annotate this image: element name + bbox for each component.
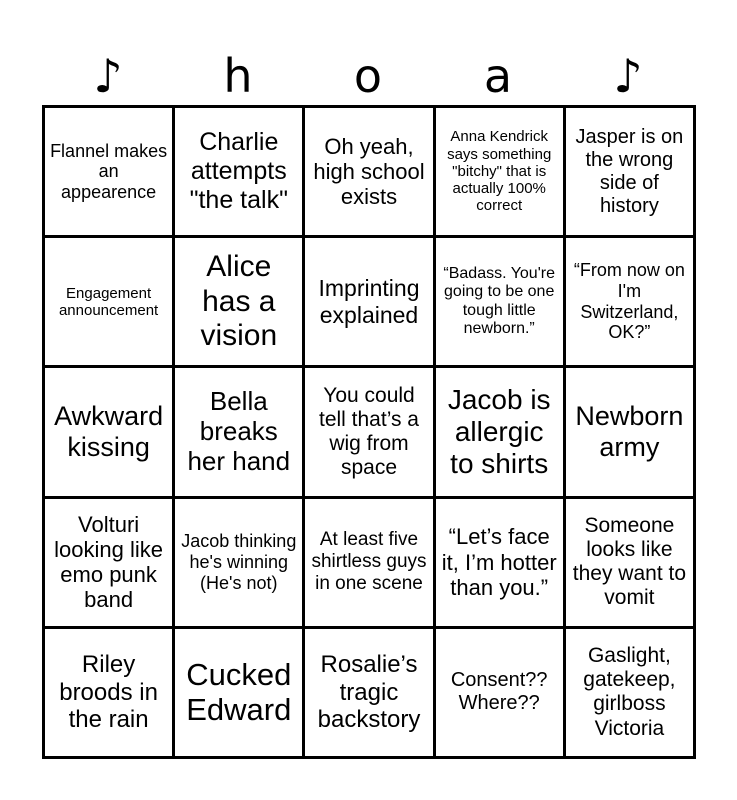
cell-text: Rosalie’s tragic backstory xyxy=(317,651,421,734)
cell-text: Gaslight, gatekeep, girlboss Victoria xyxy=(583,644,676,740)
bingo-board xyxy=(42,105,696,759)
bingo-cell[interactable] xyxy=(566,629,693,756)
cell-text: “Let’s face it, I’m hotter than you.” xyxy=(441,524,557,600)
cell-text: Anna Kendrick says something "bitchy" that is actually 100% correct xyxy=(447,128,552,215)
bingo-cell[interactable] xyxy=(45,108,172,235)
cell-text: Bella breaks her hand xyxy=(187,386,291,476)
header-letter-o: o xyxy=(353,49,383,103)
bingo-cell[interactable] xyxy=(45,499,172,626)
bingo-cell[interactable] xyxy=(436,499,563,626)
cell-text: “From now on I'm Switzerland, OK?” xyxy=(573,260,685,343)
cell-text: Volturi looking like emo punk band xyxy=(54,511,164,613)
cell-text: Jasper is on the wrong side of history xyxy=(575,125,684,217)
cell-text: Jacob is allergic to shirts xyxy=(447,383,551,480)
cell-text: Riley broods in the rain xyxy=(59,651,158,734)
cell-text: Oh yeah, high school exists xyxy=(313,133,425,210)
cell-text: Charlie attempts "the talk" xyxy=(189,128,288,214)
bingo-cell[interactable] xyxy=(175,368,302,495)
bingo-cell[interactable] xyxy=(436,629,563,756)
bingo-cell[interactable] xyxy=(436,368,563,495)
cell-text: Consent?? Where?? xyxy=(450,669,548,715)
cell-text: Imprinting explained xyxy=(318,275,420,328)
bingo-cell[interactable] xyxy=(305,368,432,495)
cell-text: Cucked Edward xyxy=(186,656,292,728)
bingo-cell[interactable] xyxy=(305,238,432,365)
header-letter-a: a xyxy=(483,49,513,103)
cell-text: “Badass. You're going to be one tough little newborn.” xyxy=(443,265,555,338)
cell-text: Someone looks like they want to vomit xyxy=(572,513,686,610)
bingo-cell[interactable] xyxy=(305,108,432,235)
bingo-header xyxy=(43,50,693,102)
cell-text: Awkward kissing xyxy=(54,400,164,462)
cell-text: You could tell that’s a wig from space xyxy=(318,383,419,480)
cell-text: Jacob thinking he's winning (He's not) xyxy=(181,531,297,593)
bingo-cell[interactable] xyxy=(566,238,693,365)
music-note-icon: ♪ xyxy=(613,49,643,103)
bingo-cell[interactable] xyxy=(305,629,432,756)
header-letter-h: h xyxy=(223,49,253,103)
bingo-cell[interactable] xyxy=(436,238,563,365)
bingo-cell[interactable] xyxy=(45,368,172,495)
cell-text: Flannel makes an appearence xyxy=(50,140,168,202)
cell-text: Engagement announcement xyxy=(58,284,159,319)
bingo-cell[interactable] xyxy=(566,108,693,235)
bingo-cell[interactable] xyxy=(175,629,302,756)
cell-text: At least five shirtless guys in one scene xyxy=(311,529,427,595)
music-note-icon: ♪ xyxy=(93,49,123,103)
bingo-cell[interactable] xyxy=(45,629,172,756)
bingo-cell[interactable] xyxy=(175,108,302,235)
bingo-cell[interactable] xyxy=(175,238,302,365)
bingo-cell[interactable] xyxy=(175,499,302,626)
bingo-cell[interactable] xyxy=(45,238,172,365)
bingo-cell[interactable] xyxy=(566,499,693,626)
bingo-cell[interactable] xyxy=(436,108,563,235)
cell-text: Alice has a vision xyxy=(200,250,278,353)
cell-text: Newborn army xyxy=(575,400,684,462)
bingo-cell[interactable] xyxy=(305,499,432,626)
bingo-cell[interactable] xyxy=(566,368,693,495)
